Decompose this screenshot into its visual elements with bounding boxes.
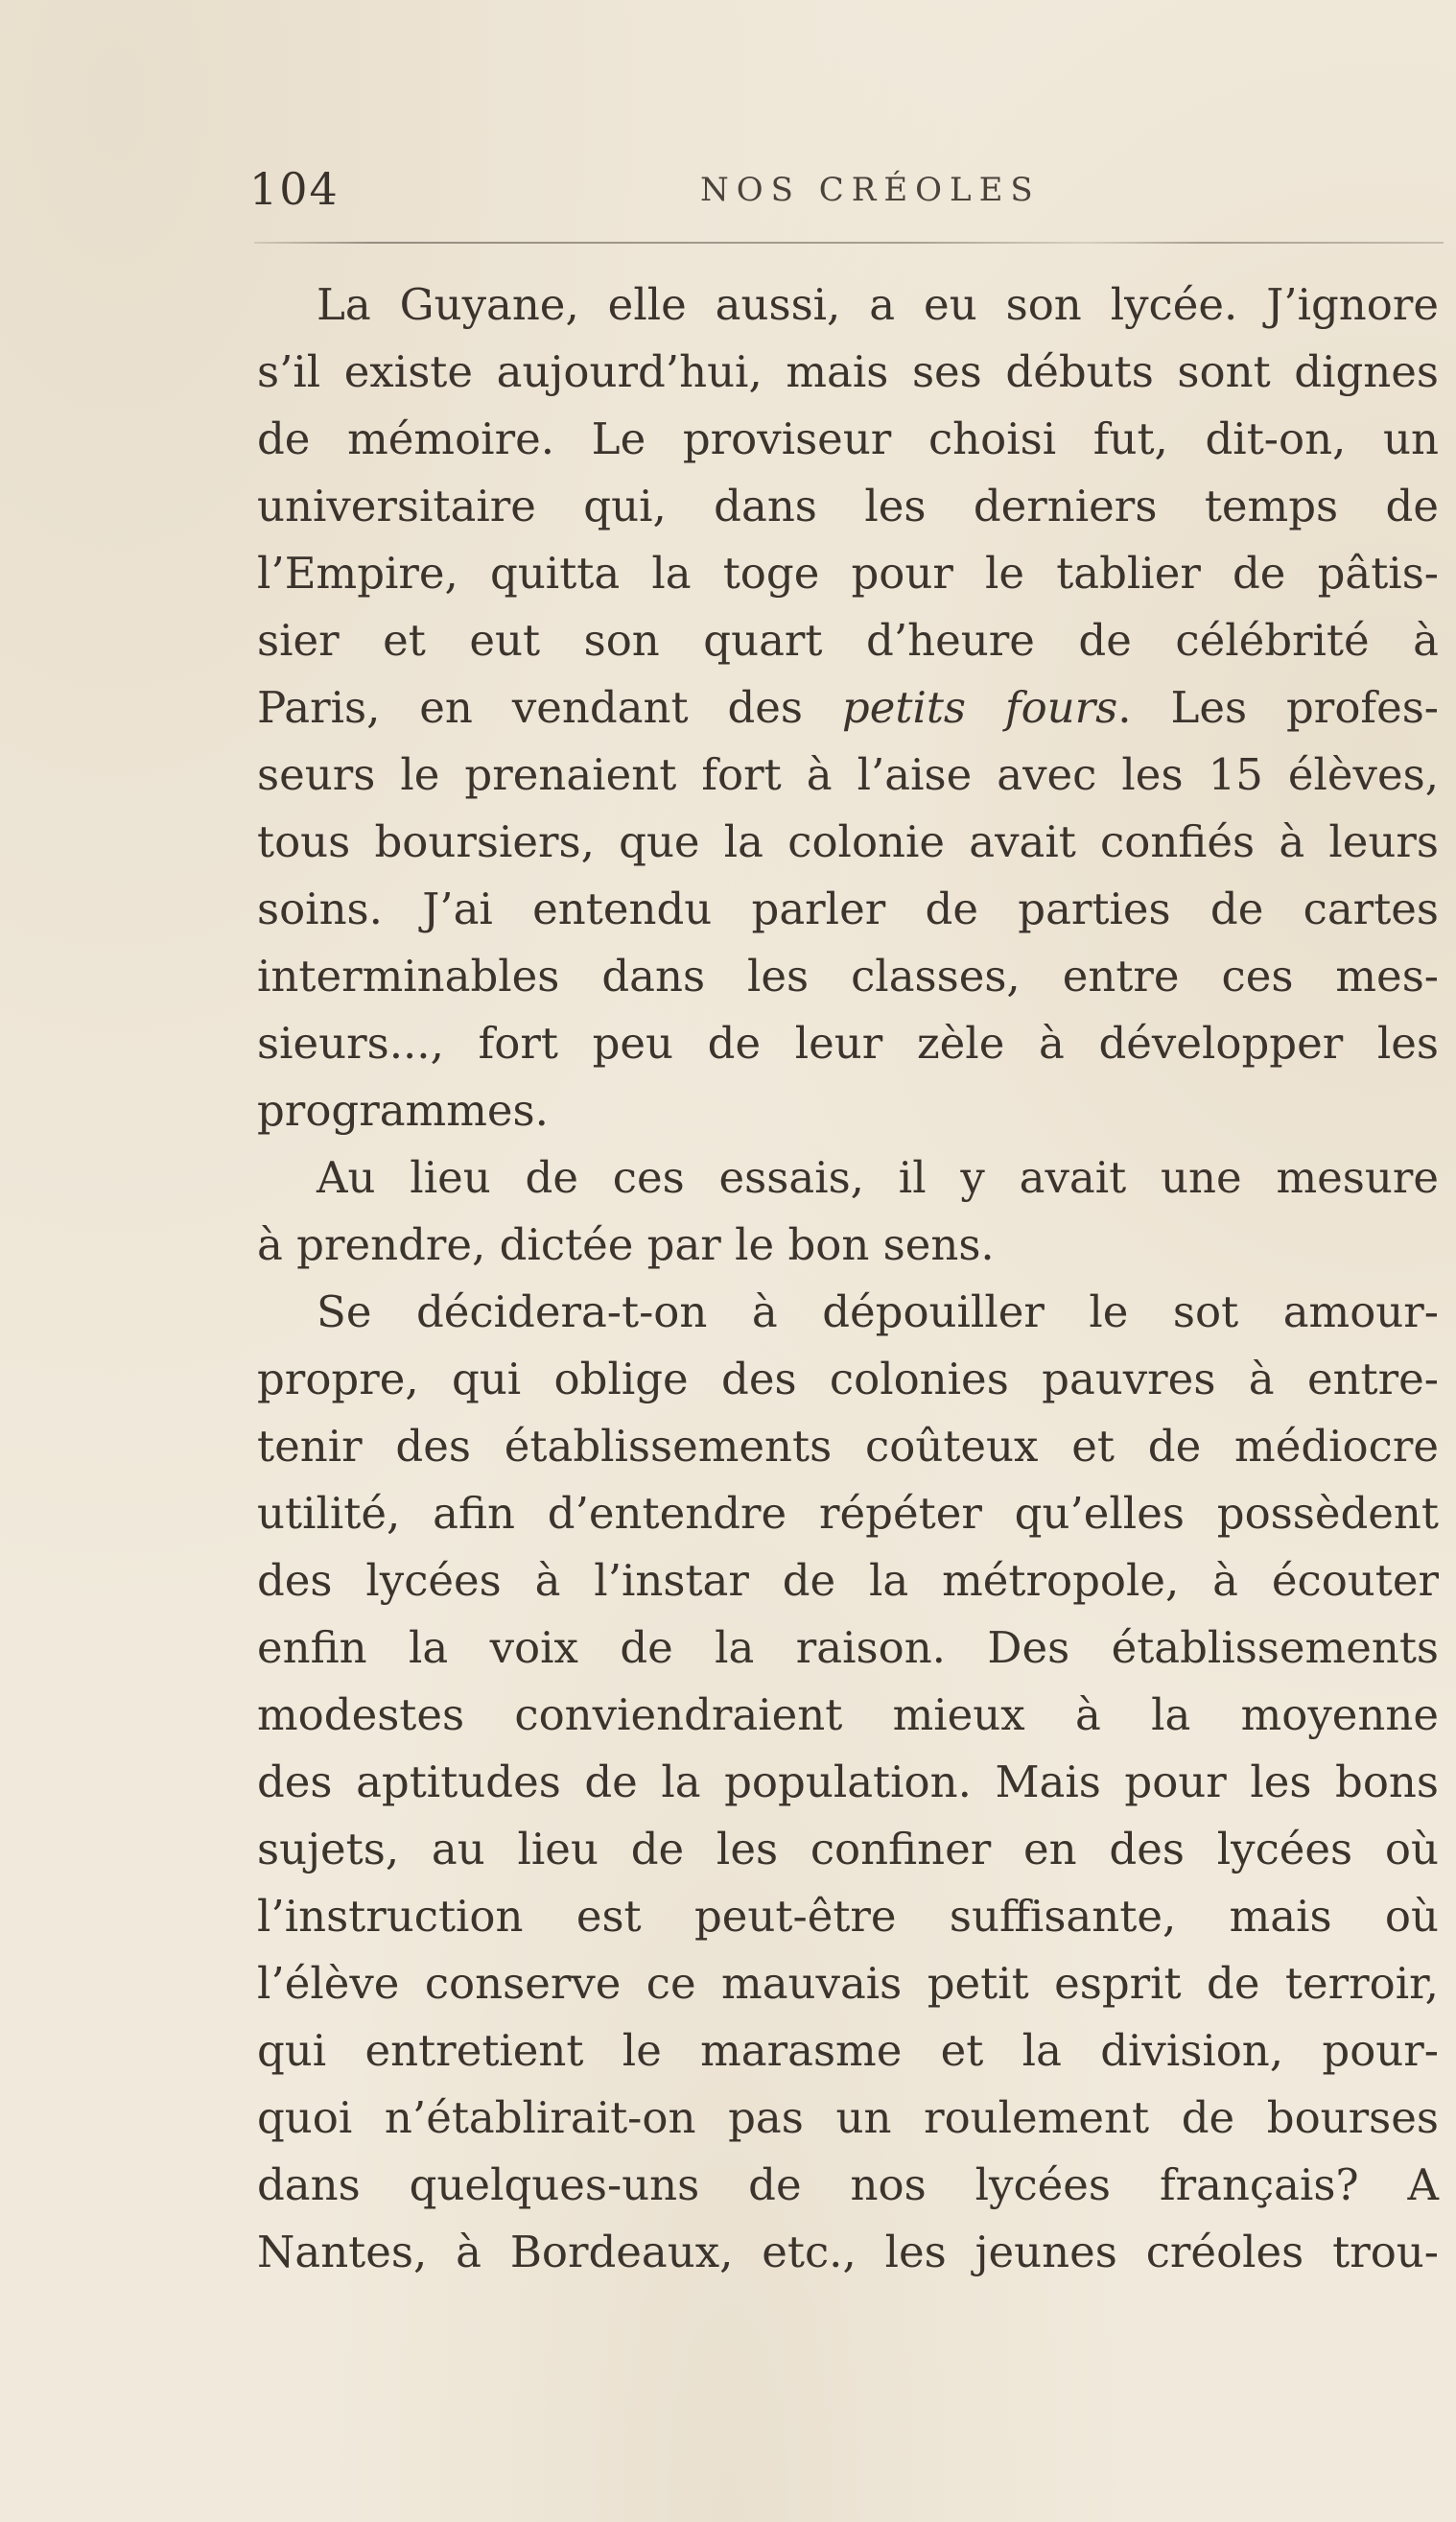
- text-line: tous boursiers, que la colonie avait confiés à leurs: [257, 816, 1439, 867]
- text-line: soins. J’ai entendu parler de parties de cartes: [257, 884, 1439, 934]
- text-line: Au lieu de ces essais, il y avait une mesure: [317, 1152, 1439, 1203]
- text-line: sujets, au lieu de les confiner en des lycées où: [257, 1824, 1439, 1874]
- text-line: modestes conviendraient mieux à la moyenne: [257, 1689, 1439, 1740]
- text-line: de mémoire. Le proviseur choisi fut, dit-on, un: [257, 413, 1439, 464]
- text-segment: Paris, en vendant des: [257, 682, 842, 733]
- text-segment: . Les profes-: [1117, 682, 1439, 733]
- running-title: NOS CRÉOLES: [700, 171, 1041, 209]
- text-line: propre, qui oblige des colonies pauvres à entre-: [257, 1354, 1439, 1404]
- text-line: quoi n’établirait-on pas un roulement de bourses: [257, 2092, 1439, 2143]
- text-line: qui entretient le marasme et la division, pour-: [257, 2025, 1439, 2076]
- text-line: sier et eut son quart d’heure de célébrité à: [257, 615, 1439, 666]
- text-line: interminables dans les classes, entre ces mes-: [257, 951, 1439, 1002]
- text-line: l’Empire, quitta la toge pour le tablier de pâtis-: [257, 548, 1439, 599]
- text-line: des lycées à l’instar de la métropole, à écouter: [257, 1555, 1439, 1606]
- text-line: utilité, afin d’entendre répéter qu’elles possèdent: [257, 1488, 1439, 1539]
- text-line: des aptitudes de la population. Mais pour les bons: [257, 1756, 1439, 1807]
- text-line: dans quelques-uns de nos lycées français? A: [257, 2159, 1439, 2210]
- text-line: Se décidera-t-on à dépouiller le sot amour-: [317, 1286, 1439, 1337]
- text-line: programmes.: [257, 1085, 549, 1136]
- text-line: seurs le prenaient fort à l’aise avec les 15 élèves,: [257, 749, 1439, 800]
- text-line: l’élève conserve ce mauvais petit esprit de terroir,: [257, 1958, 1439, 2009]
- text-line: tenir des établissements coûteux et de médiocre: [257, 1421, 1439, 1472]
- text-line: l’instruction est peut-être suffisante, mais où: [257, 1891, 1439, 1942]
- body-text: [257, 271, 1439, 2286]
- text-line-mixed: [257, 674, 1439, 742]
- page-number: 104: [249, 163, 340, 215]
- text-line: enfin la voix de la raison. Des établissements: [257, 1622, 1439, 1673]
- text-line: Nantes, à Bordeaux, etc., les jeunes créoles trou-: [257, 2227, 1439, 2277]
- italic-segment: petits fours: [841, 682, 1118, 733]
- text-line: sieurs..., fort peu de leur zèle à développer les: [257, 1018, 1439, 1069]
- text-line: universitaire qui, dans les derniers temps de: [257, 481, 1439, 531]
- text-line: La Guyane, elle aussi, a eu son lycée. J’ignore: [317, 279, 1439, 330]
- text-line: à prendre, dictée par le bon sens.: [257, 1219, 995, 1270]
- header-rule: [254, 242, 1444, 244]
- text-line: s’il existe aujourd’hui, mais ses débuts sont dignes: [257, 346, 1439, 397]
